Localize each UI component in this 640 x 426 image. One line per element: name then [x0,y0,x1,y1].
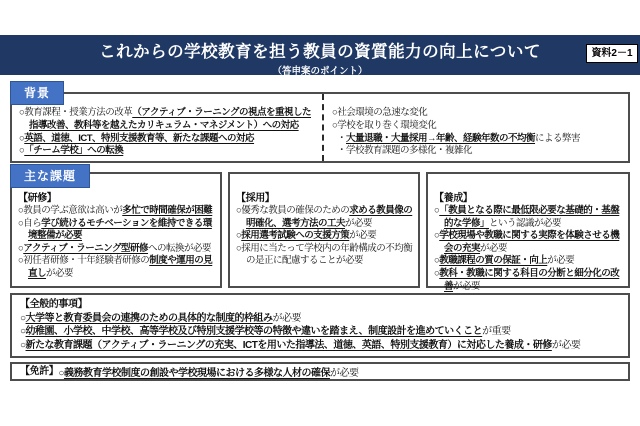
background-item: ○社会環境の急速な変化 [332,107,428,118]
page-title: これからの学校教育を担う教員の資質能力の向上について [99,43,541,61]
background-item: ・学校教育課題の多様化・複雑化 [337,145,473,157]
development-item: ○学校現場や教職に関する実際を体験させる機会の充実が必要 [434,230,620,254]
training-item-list [18,205,215,281]
main-issues-section-label: 主な課題 [10,164,90,188]
document-ref-badge: 資料2－1 [586,44,638,63]
development-item-list [434,205,623,293]
general-matters-header: 【全般的事項】 [20,299,88,310]
background-item: ・大量退職・大量採用→年齢、経験年数の不均衡による弊害 [337,132,581,144]
training-item: ○自ら学び続けるモチベーションを維持できる環境整備が必要 [18,217,212,242]
recruitment-column-header: 【採用】 [236,193,275,204]
general-matters-box [10,293,630,358]
training-item: ○教員の学ぶ意欲は高いが多忙で時間確保が困難 [18,205,213,216]
development-column-box [426,172,630,292]
page-subtitle: （答申案のポイント） [272,66,368,77]
training-column-header: 【研修】 [18,193,57,204]
background-item: ○学校を取り巻く環境変化 [332,119,437,131]
background-section-label: 背景 [10,81,64,105]
recruitment-item: ○採用選考試験への支援方策が必要 [236,230,377,242]
general-item: ○大学等と教育委員会の連携のための具体的な制度的枠組みが必要 [20,313,302,324]
background-item: ○教育課程・授業方法の改革（アクティブ・ラーニングの視点を重視した指導改善、教科等を越えたカリキュラム・マネジメント）への対応 [19,107,312,131]
development-item: ○教職課程の質の保証・向上が必要 [434,255,575,267]
recruitment-item: ○採用に当たって学校内の年齢構成の不均衡の是正に配慮することが必要 [236,242,413,267]
development-item: ○教科・教職に関する科目の分断と細分化の改善が必要 [434,267,620,292]
development-column-header: 【養成】 [434,193,473,204]
general-item-list [20,312,620,352]
background-box [10,92,630,163]
background-item: ○「チーム学校」への転換 [19,145,124,157]
general-item: ○新たな教育課題（アクティブ・ラーニングの充実、ICTを用いた指導法、道徳、英語、特別支援教育）に対応した養成・研修が必要 [20,339,581,351]
training-item: ○初任者研修・十年経験者研修の制度や運用の見直しが必要 [18,255,213,279]
license-item-list [58,363,358,381]
background-item: ○英語、道徳、ICT、特別支援教育等、新たな課題への対応 [19,132,255,144]
title-bar [0,35,640,75]
development-item: ○「教員となる際に最低限必要な基礎的・基盤的な学修」という認識が必要 [434,205,620,229]
general-item: ○幼稚園、小学校、中学校、高等学校及び特別支援学校等の特徴や違いを踏まえ、制度設計を進めていくことが重要 [20,326,511,338]
license-item: ○義務教育学校制度の創設や学校現場における多様な人材の確保が必要 [58,367,359,379]
recruitment-item: ○優秀な教員の確保のための求める教員像の明確化、選考方法の工夫が必要 [236,205,413,229]
recruitment-item-list [236,205,413,268]
license-header: 【免許】 [20,365,59,377]
training-item: ○アクティブ・ラーニング型研修への転換が必要 [18,242,212,254]
recruitment-column-box [228,172,420,288]
background-right-list [322,94,628,161]
training-column-box [10,172,222,288]
license-box [10,362,630,381]
